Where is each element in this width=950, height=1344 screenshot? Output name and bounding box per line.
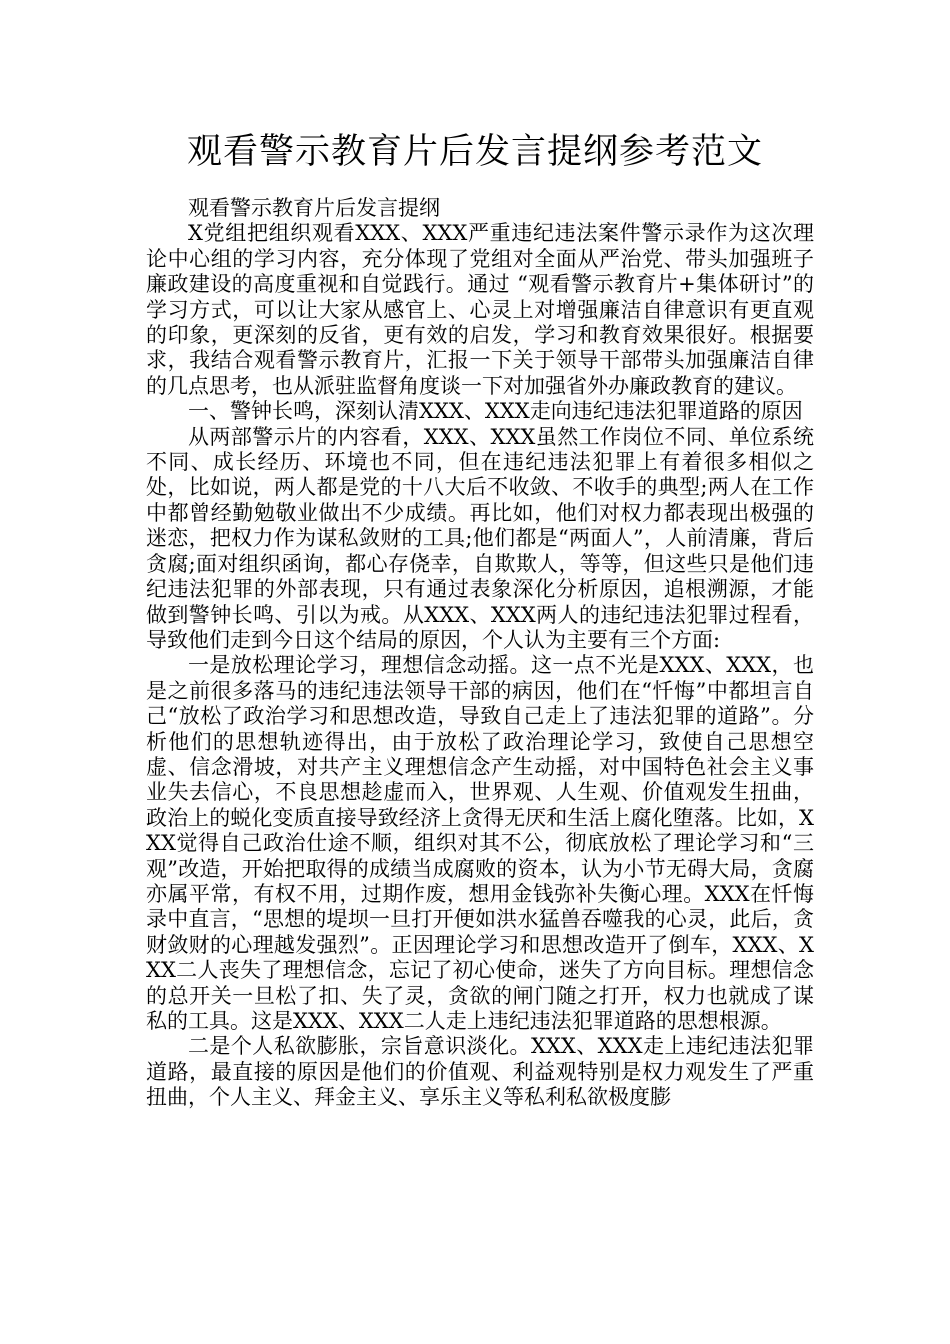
paragraph-causes: 从两部警示片的内容看，XXX、XXX虽然工作岗位不同、单位系统不同、成长经历、环境也不同，但在违纪违法犯罪上有着很多相似之处，比如说，两人都是党的十八大后不收敛、不收手的典型;两人在工作中都曾经勤勉敬业做出不少成绩。再比如，他们对权力都表现出极强的迷恋，把权力作为谋私敛财的工具;他们都是“两面人”，人前清廉，背后贪腐;面对组织函询，都心存侥幸，自欺欺人，等等，但这些只是他们违纪违法犯罪的外部表现，只有通过表象深化分析原因，追根溯源，才能做到警钟长鸣、引以为戒。从XXX、XXX两人的违纪违法犯罪过程看，导致他们走到今日这个结局的原因，个人认为主要有三个方面: [146,424,814,652]
document-subtitle: 观看警示教育片后发言提纲 [188,196,440,220]
section-heading-1: 一、警钟长鸣，深刻认清XXX、XXX走向违纪违法犯罪道路的原因 [188,399,803,424]
paragraph-point-2: 二是个人私欲膨胀，宗旨意识淡化。XXX、XXX走上违纪违法犯罪道路，最直接的原因是他们的价值观、利益观特别是权力观发生了严重扭曲，个人主义、拜金主义、享乐主义等私利私欲极度膨 [146,1034,814,1110]
paragraph-intro: X党组把组织观看XXX、XXX严重违纪违法案件警示录作为这次理论中心组的学习内容，充分体现了党组对全面从严治党、带头加强班子廉政建设的高度重视和自觉践行。通过 “观看警示教育片+集体研讨”的学习方式，可以让大家从感官上、心灵上对增强廉洁自律意识有更直观的印象，更深刻的反省，更有效的启发，学习和教育效果很好。根据要求，我结合观看警示教育片，汇报一下关于领导干部带头加强廉洁自律的几点思考，也从派驻监督角度谈一下对加强省外办廉政教育的建议。 [146,221,814,398]
document-title: 观看警示教育片后发言提纲参考范文 [186,132,763,172]
document-body [146,196,814,1111]
paragraph-point-1: 一是放松理论学习，理想信念动摇。这一点不光是XXX、XXX，也是之前很多落马的违纪违法领导干部的病因，他们在“忏悔”中都坦言自己“放松了政治学习和思想改造，导致自己走上了违法犯罪的道路”。分析他们的思想轨迹得出，由于放松了政治理论学习，致使自己思想空虚、信念滑坡，对共产主义理想信念产生动摇，对中国特色社会主义事业失去信心，不良思想趁虚而入，世界观、人生观、价值观发生扭曲，政治上的蜕化变质直接导致经济上贪得无厌和生活上腐化堕落。比如，XXX觉得自己政治仕途不顺，组织对其不公，彻底放松了理论学习和“三观”改造，开始把取得的成绩当成腐败的资本，认为小节无碍大局，贪腐亦属平常，有权不用，过期作废，想用金钱弥补失衡心理。XXX在忏悔录中直言，“思想的堤坝一旦打开便如洪水猛兽吞噬我的心灵，此后，贪财敛财的心理越发强烈”。正因理论学习和思想改造开了倒车，XXX、XXX二人丧失了理想信念，忘记了初心使命，迷失了方向目标。理想信念的总开关一旦松了扣、失了灵，贪欲的闸门随之打开，权力也就成了谋私的工具。这是XXX、XXX二人走上违纪违法犯罪道路的思想根源。 [146,653,814,1033]
